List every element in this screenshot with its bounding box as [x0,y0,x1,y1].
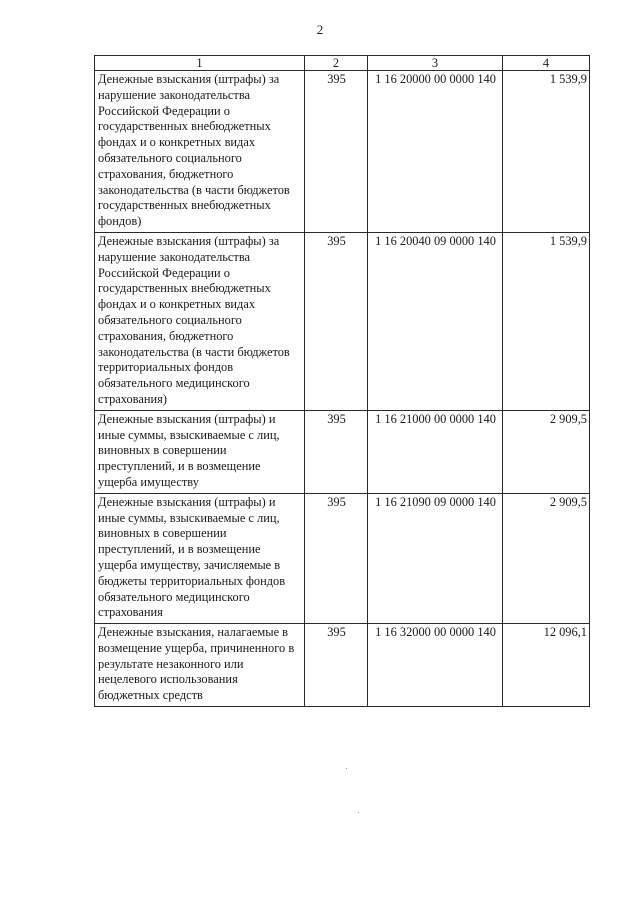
table-row [95,410,590,493]
row-admin-code: 395 [305,232,368,410]
table-row [95,624,590,707]
row-kbk-code: 1 16 20040 09 0000 140 [368,232,503,410]
row-amount: 1 539,9 [503,232,590,410]
row-description: Денежные взыскания (штрафы) за нарушение законодательства Российской Федерации о государственных внебюджетных фондах и о конкретных видах обязательного социального страхования, бюджетного законодательства (в части бюджетов государственных внебюджетных фондов) [95,71,305,233]
table-row [95,71,590,233]
row-admin-code: 395 [305,624,368,707]
column-header-4: 4 [503,56,590,71]
row-admin-code: 395 [305,71,368,233]
table-row [95,493,590,623]
row-amount: 1 539,9 [503,71,590,233]
row-kbk-code: 1 16 21000 00 0000 140 [368,410,503,493]
row-description: Денежные взыскания (штрафы) за нарушение законодательства Российской Федерации о государственных внебюджетных фондах и о конкретных видах обязательного социального страхования, бюджетного законодательства (в части бюджетов территориальных фондов обязательного медицинского страхования) [95,232,305,410]
scan-speck [346,768,347,769]
row-admin-code: 395 [305,493,368,623]
row-admin-code: 395 [305,410,368,493]
row-kbk-code: 1 16 32000 00 0000 140 [368,624,503,707]
row-amount: 2 909,5 [503,493,590,623]
table-header-row [95,56,590,71]
row-amount: 12 096,1 [503,624,590,707]
row-amount: 2 909,5 [503,410,590,493]
page-number: 2 [316,22,324,37]
column-header-3: 3 [368,56,503,71]
row-description: Денежные взыскания (штрафы) и иные суммы, взыскиваемые с лиц, виновных в совершении преступлений, и в возмещение ущерба имуществу, зачисляемые в бюджеты территориальных фондов обязательного медицинского страхования [95,493,305,623]
row-description: Денежные взыскания (штрафы) и иные суммы, взыскиваемые с лиц, виновных в совершении преступлений, и в возмещение ущерба имуществу [95,410,305,493]
row-kbk-code: 1 16 21090 09 0000 140 [368,493,503,623]
row-description: Денежные взыскания, налагаемые в возмещение ущерба, причиненного в результате незаконного или нецелевого использования бюджетных средств [95,624,305,707]
scan-speck [358,812,359,813]
revenue-table [94,55,590,707]
column-header-1: 1 [95,56,305,71]
row-kbk-code: 1 16 20000 00 0000 140 [368,71,503,233]
table-row [95,232,590,410]
column-header-2: 2 [305,56,368,71]
